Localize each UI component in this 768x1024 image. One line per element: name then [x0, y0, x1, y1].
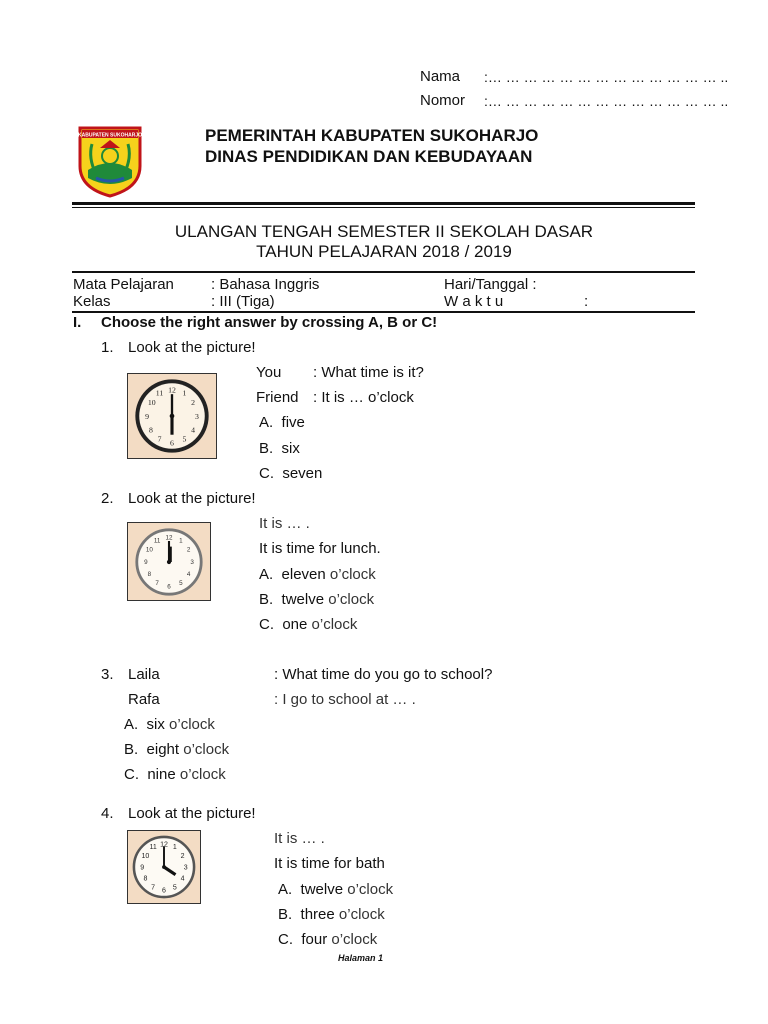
nama-label: Nama [420, 68, 461, 85]
svg-text:4: 4 [180, 875, 185, 883]
q3-speaker-1: Laila [128, 666, 160, 683]
option-text: one [282, 616, 308, 633]
svg-text:8: 8 [148, 425, 153, 435]
option-suffix: o’clock [164, 716, 215, 733]
svg-text:6: 6 [167, 583, 171, 591]
option-text: nine [147, 766, 176, 783]
svg-text:11: 11 [149, 844, 157, 852]
option-letter: C. [259, 465, 274, 482]
info-rule-top [72, 271, 695, 273]
exam-title-2: TAHUN PELAJARAN 2018 / 2019 [256, 242, 512, 261]
option-suffix: o’clock [307, 616, 358, 633]
svg-text:4: 4 [186, 570, 191, 578]
svg-text:8: 8 [147, 570, 152, 578]
option-letter: C. [124, 766, 139, 783]
q2-line-2: It is time for lunch. [259, 540, 381, 557]
q2-line-1: It is … . [259, 515, 310, 532]
option-text: five [281, 414, 305, 431]
class-label: Kelas [73, 293, 111, 310]
svg-text:11: 11 [153, 536, 161, 544]
svg-text:4: 4 [191, 425, 196, 435]
svg-text:3: 3 [183, 864, 188, 872]
q4-line-2: It is time for bath [274, 855, 385, 872]
option-letter: B. [278, 906, 293, 923]
svg-text:10: 10 [141, 853, 150, 861]
q2-option-b[interactable] [259, 591, 374, 608]
option-text: six [146, 716, 165, 733]
institution-line-2: DINAS PENDIDIKAN DAN KEBUDAYAAN [205, 147, 533, 166]
q4-option-a[interactable] [278, 881, 393, 898]
info-rule-bottom [72, 311, 695, 313]
q1-option-b[interactable] [259, 440, 300, 457]
svg-text:7: 7 [155, 579, 159, 587]
svg-text:3: 3 [190, 558, 194, 566]
svg-text:1: 1 [172, 844, 177, 852]
svg-text:12: 12 [165, 534, 173, 542]
q1-option-c[interactable] [259, 465, 322, 482]
svg-text:3: 3 [195, 412, 199, 422]
svg-text:2: 2 [191, 398, 196, 408]
option-suffix: o’clock [343, 881, 394, 898]
svg-text:6: 6 [162, 887, 166, 895]
option-letter: A. [259, 414, 274, 431]
option-letter: A. [124, 716, 139, 733]
subject-label: Mata Pelajaran [73, 276, 174, 293]
option-letter: B. [259, 440, 274, 457]
clock-icon [132, 527, 206, 597]
q3-speaker-2: Rafa [128, 691, 160, 708]
option-suffix: o’clock [327, 931, 378, 948]
q1-line-1: : What time is it? [313, 364, 424, 381]
svg-text:7: 7 [151, 884, 156, 892]
time-colon: : [584, 293, 589, 310]
page-number: Halaman 1 [338, 953, 384, 963]
option-suffix: o’clock [324, 591, 375, 608]
subject-value: : Bahasa Inggris [211, 276, 320, 293]
header-rule-thin [72, 207, 695, 208]
option-letter: A. [259, 566, 274, 583]
q2-clock-image [127, 522, 211, 601]
option-text: twelve [281, 591, 325, 608]
svg-text:5: 5 [179, 579, 183, 587]
option-suffix: o’clock [179, 741, 230, 758]
svg-text:2: 2 [180, 853, 185, 861]
svg-text:10: 10 [145, 546, 153, 553]
q1-speaker-2: Friend [256, 389, 299, 406]
q4-clock-image [127, 830, 201, 904]
nomor-field[interactable]: :… … … … … … … … … … … … … .. [484, 93, 729, 109]
option-letter: C. [259, 616, 274, 633]
svg-text:9: 9 [144, 558, 148, 566]
q4-option-b[interactable] [278, 906, 385, 923]
clock-icon [132, 835, 196, 899]
option-text: eleven [281, 566, 326, 583]
q1-line-2: : It is … o’clock [313, 389, 414, 406]
q4-line-1: It is … . [274, 830, 325, 847]
q2-option-c[interactable] [259, 616, 357, 633]
svg-text:12: 12 [160, 841, 168, 849]
svg-text:9: 9 [140, 864, 145, 872]
header-rule-thick [72, 202, 695, 205]
q3-option-b[interactable] [124, 741, 229, 758]
option-letter: C. [278, 931, 293, 948]
option-text: eight [146, 741, 180, 758]
option-text: seven [282, 465, 323, 482]
svg-text:7: 7 [157, 434, 162, 444]
svg-text:12: 12 [168, 385, 176, 395]
option-suffix: o’clock [175, 766, 226, 783]
svg-text:5: 5 [182, 434, 187, 444]
q3-option-c[interactable] [124, 766, 226, 783]
q1-option-a[interactable] [259, 414, 305, 431]
institution-line-1: PEMERINTAH KABUPATEN SUKOHARJO [205, 126, 539, 145]
svg-text:1: 1 [179, 536, 183, 544]
svg-text:8: 8 [143, 875, 148, 883]
q2-number: 2. [101, 490, 114, 507]
q3-option-a[interactable] [124, 716, 215, 733]
nomor-label: Nomor [420, 92, 466, 109]
time-label: W a k t u [444, 293, 504, 310]
kabupaten-logo [78, 126, 142, 198]
option-suffix: o’clock [325, 566, 376, 583]
svg-text:2: 2 [186, 546, 191, 553]
svg-text:9: 9 [145, 412, 149, 422]
svg-text:11: 11 [155, 388, 164, 398]
q3-line-1: : What time do you go to school? [274, 666, 493, 683]
q4-prompt: Look at the picture! [128, 805, 256, 822]
option-text: twelve [300, 881, 344, 898]
q1-clock-image [127, 373, 217, 459]
day-date-label: Hari/Tanggal : [444, 276, 537, 293]
option-letter: B. [124, 741, 139, 758]
q2-option-a[interactable] [259, 566, 376, 583]
exam-title-1: ULANGAN TENGAH SEMESTER II SEKOLAH DASAR [174, 222, 594, 241]
svg-text:KABUPATEN SUKOHARJO: KABUPATEN SUKOHARJO [78, 132, 142, 139]
q4-number: 4. [101, 805, 114, 822]
svg-text:10: 10 [147, 398, 156, 408]
option-text: four [301, 931, 328, 948]
svg-text:5: 5 [172, 884, 177, 892]
option-letter: B. [259, 591, 274, 608]
nama-field[interactable]: :… … … … … … … … … … … … … .. [484, 69, 729, 85]
option-suffix: o’clock [334, 906, 385, 923]
svg-text:6: 6 [170, 438, 174, 448]
q1-prompt: Look at the picture! [128, 339, 256, 356]
section-number: I. [73, 314, 82, 331]
section-instruction: Choose the right answer by crossing A, B or C! [101, 314, 438, 331]
class-value: : III (Tiga) [211, 293, 275, 310]
option-text: three [300, 906, 335, 923]
clock-icon [132, 377, 212, 455]
svg-text:1: 1 [182, 388, 187, 398]
q2-prompt: Look at the picture! [128, 490, 256, 507]
q3-line-2: : I go to school at … . [274, 691, 416, 708]
q1-number: 1. [101, 339, 114, 356]
q3-number: 3. [101, 666, 114, 683]
option-letter: A. [278, 881, 293, 898]
q1-speaker-1: You [256, 364, 282, 381]
option-text: six [281, 440, 300, 457]
q4-option-c[interactable] [278, 931, 377, 948]
